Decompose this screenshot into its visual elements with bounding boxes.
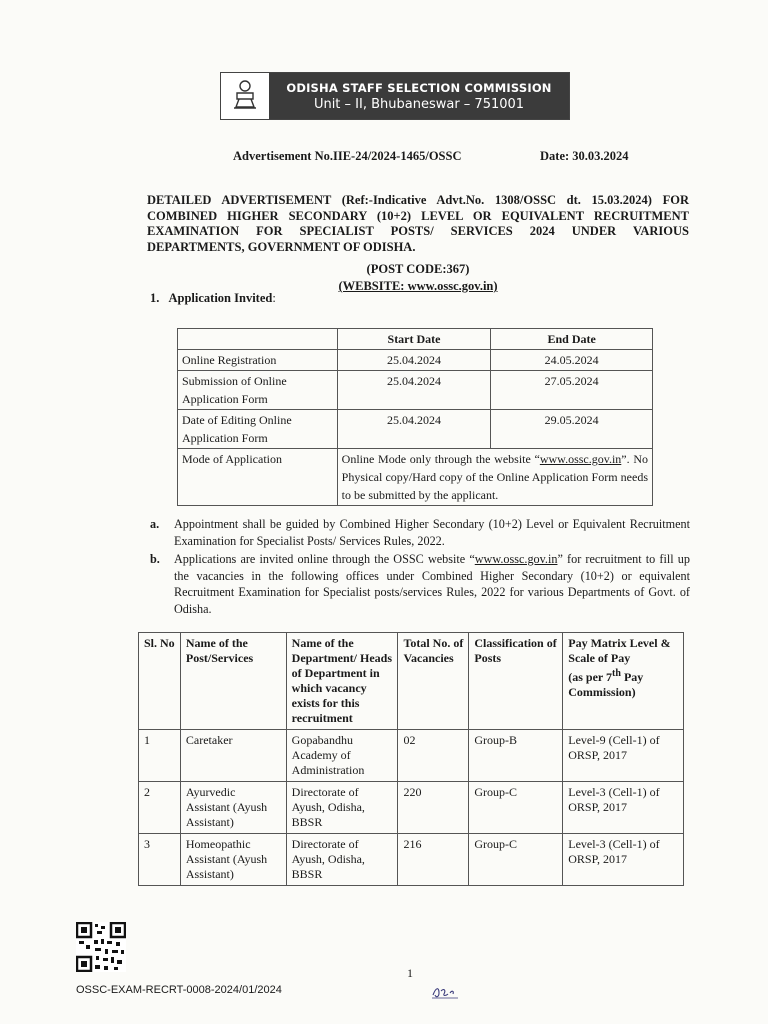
section-application-invited: [150, 291, 276, 306]
row-label: Mode of Application: [178, 449, 338, 506]
header-total-vacancies: Total No. of Vacancies: [398, 633, 469, 730]
header-cell: [178, 329, 338, 350]
section-label: Application Invited: [168, 291, 273, 305]
document-code: OSSC-EXAM-RECRT-0008-2024/01/2024: [76, 984, 282, 996]
start-date: 25.04.2024: [337, 371, 491, 410]
website-link[interactable]: www.ossc.gov.in: [539, 452, 622, 466]
website-line: (WEBSITE: www.ossc.gov.in): [338, 279, 498, 293]
classification: Group-C: [469, 834, 563, 886]
pay-header-text: Pay Commission): [568, 670, 644, 699]
signature-mark-icon: [430, 983, 460, 1001]
row-label: Date of Editing Online Application Form: [178, 410, 338, 449]
table-row: [178, 350, 653, 371]
mode-text: ”. No Physical copy/Hard copy of the Online Application Form needs to be submitted by the applicant.: [341, 452, 648, 502]
pay-header-superscript: th: [612, 668, 621, 679]
list-item: [150, 516, 690, 549]
sl-no: 1: [139, 730, 181, 782]
table-row: [178, 449, 653, 506]
classification: Group-B: [469, 730, 563, 782]
post-name: Homeopathic Assistant (Ayush Assistant): [180, 834, 286, 886]
post-name: Caretaker: [180, 730, 286, 782]
start-date: 25.04.2024: [337, 410, 491, 449]
classification: Group-C: [469, 782, 563, 834]
application-dates-table: [177, 328, 653, 506]
department: Directorate of Ayush, Odisha, BBSR: [286, 782, 398, 834]
row-label: Online Registration: [178, 350, 338, 371]
sl-no: 2: [139, 782, 181, 834]
mode-text: Online Mode only through the website “: [341, 452, 540, 466]
header-post-name: Name of the Post/Services: [180, 633, 286, 730]
header-pay-matrix: [563, 633, 684, 730]
state-emblem-icon: [221, 73, 269, 117]
total-vacancies: 02: [398, 730, 469, 782]
total-vacancies: 220: [398, 782, 469, 834]
website-link[interactable]: www.ossc.gov.in: [474, 552, 558, 566]
end-date: 27.05.2024: [491, 371, 653, 410]
organization-address: Unit – II, Bhubaneswar – 751001: [313, 96, 525, 112]
section-label-colon: :: [272, 291, 276, 305]
page-number: 1: [407, 966, 413, 980]
start-date: 25.04.2024: [337, 350, 491, 371]
header-banner: [220, 72, 570, 120]
item-text: Appointment shall be guided by Combined Higher Secondary (10+2) Level or Equivalent Recruitment Examination for Specialist Posts/ Services Rules, 2022.: [174, 517, 690, 548]
instruction-list: [150, 516, 690, 619]
department: Gopabandhu Academy of Administration: [286, 730, 398, 782]
table-row: [178, 371, 653, 410]
pay-header-text: Pay Matrix Level & Scale of Pay: [568, 636, 671, 665]
sl-no: 3: [139, 834, 181, 886]
item-text-part: Applications are invited online through the OSSC website “: [174, 552, 475, 566]
item-marker: a.: [150, 517, 160, 531]
post-name: Ayurvedic Assistant (Ayush Assistant): [180, 782, 286, 834]
department: Directorate of Ayush, Odisha, BBSR: [286, 834, 398, 886]
item-marker: b.: [150, 552, 160, 566]
header-end-date: End Date: [491, 329, 653, 350]
header-start-date: Start Date: [337, 329, 491, 350]
advertisement-title: DETAILED ADVERTISEMENT (Ref:-Indicative Advt.No. 1308/OSSC dt. 15.03.2024) FOR COMBINED HIGHER SECONDARY (10+2) LEVEL OR EQUIVALENT RECRUITMENT EXAMINATION FOR SPECIALIST POSTS/ SERVICES 2024 UNDER VARIOUS DEPARTMENTS, GOVERNMENT OF ODISHA.: [147, 193, 689, 254]
header-classification: Classification of Posts: [469, 633, 563, 730]
header-sl-no: Sl. No: [139, 633, 181, 730]
header-department: Name of the Department/ Heads of Department in which vacancy exists for this recruitment: [286, 633, 398, 730]
pay-matrix: Level-3 (Cell-1) of ORSP, 2017: [563, 834, 684, 886]
table-header-row: [178, 329, 653, 350]
section-number: 1.: [150, 291, 160, 305]
header-text: [269, 73, 569, 119]
end-date: 24.05.2024: [491, 350, 653, 371]
pay-matrix: Level-9 (Cell-1) of ORSP, 2017: [563, 730, 684, 782]
organization-name: ODISHA STAFF SELECTION COMMISSION: [286, 80, 552, 95]
item-text: [174, 551, 690, 617]
end-date: 29.05.2024: [491, 410, 653, 449]
pay-header-text: (as per 7: [568, 670, 613, 684]
pay-matrix: Level-3 (Cell-1) of ORSP, 2017: [563, 782, 684, 834]
total-vacancies: 216: [398, 834, 469, 886]
advertisement-number: Advertisement No.IIE-24/2024-1465/OSSC: [233, 149, 462, 163]
table-row: [139, 782, 684, 834]
advertisement-date: Date: 30.03.2024: [540, 149, 629, 163]
table-row: [139, 834, 684, 886]
list-item: [150, 551, 690, 617]
qr-code-icon: [76, 922, 126, 972]
post-code: (POST CODE:367): [366, 262, 470, 276]
item-text-part: ” for recruitment to fill up the vacancies in the following offices under Combined Higher Secondary (10+2) or equivalent Recruitment Examination for Specialist posts/services Rules, 2022 for various Departments of Govt. of Odisha.: [174, 552, 690, 616]
mode-of-application: [337, 449, 652, 506]
table-row: [139, 730, 684, 782]
vacancy-table: [138, 632, 684, 886]
table-row: [178, 410, 653, 449]
row-label: Submission of Online Application Form: [178, 371, 338, 410]
table-header-row: [139, 633, 684, 730]
